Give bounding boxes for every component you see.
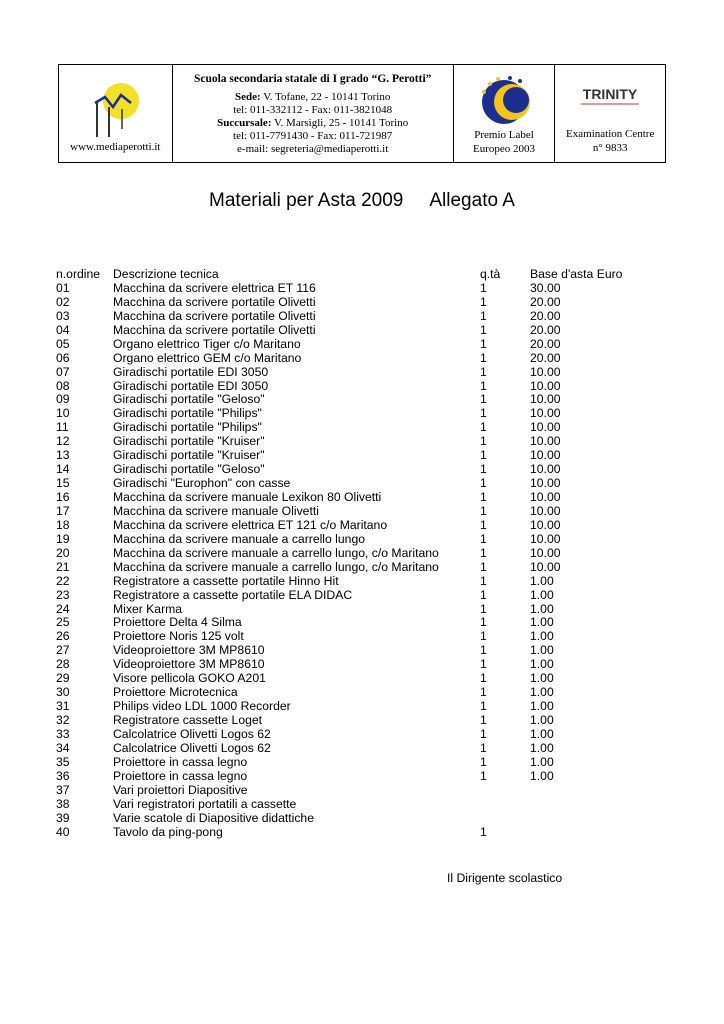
table-row xyxy=(56,589,676,603)
item-number: 30 xyxy=(56,685,70,700)
table-row xyxy=(56,533,676,547)
exam-centre-cell xyxy=(555,65,665,162)
item-description: Giradischi portatile "Philips" xyxy=(113,406,262,421)
table-row xyxy=(56,519,676,533)
item-base-price: 10.00 xyxy=(530,490,561,504)
item-number: 33 xyxy=(56,726,70,741)
item-description: Varie scatole di Diapositive didattiche xyxy=(113,810,314,825)
item-number: 29 xyxy=(56,671,70,686)
item-description: Videoproiettore 3M MP8610 xyxy=(113,657,265,672)
item-qty: 1 xyxy=(480,726,487,741)
item-base-price: 10.00 xyxy=(530,406,561,421)
item-base-price: 1.00 xyxy=(530,713,554,727)
item-number: 21 xyxy=(56,559,70,574)
item-number: 06 xyxy=(56,350,70,365)
item-base-price: 1.00 xyxy=(530,601,554,616)
item-number: 04 xyxy=(56,322,70,337)
item-qty: 1 xyxy=(480,615,487,630)
item-description: Macchina da scrivere manuale a carrello lungo, c/o Maritano xyxy=(113,559,439,574)
item-description: Giradischi portatile "Kruiser" xyxy=(113,434,265,449)
item-qty: 1 xyxy=(480,434,487,449)
table-row xyxy=(56,603,676,617)
table-row xyxy=(56,407,676,421)
item-description: Macchina da scrivere manuale Olivetti xyxy=(113,503,319,518)
item-qty: 1 xyxy=(480,768,487,783)
item-description: Proiettore in cassa legno xyxy=(113,754,248,769)
item-number: 32 xyxy=(56,713,70,727)
item-qty: 1 xyxy=(480,573,487,588)
european-label-icon xyxy=(472,74,536,131)
item-base-price: 1.00 xyxy=(530,573,554,588)
item-description: Proiettore Delta 4 Silma xyxy=(113,615,242,630)
item-qty: 1 xyxy=(480,517,487,532)
table-row xyxy=(56,644,676,658)
table-row xyxy=(56,700,676,714)
label-award-cell xyxy=(454,65,556,162)
table-row xyxy=(56,282,676,296)
item-base-price: 10.00 xyxy=(530,420,561,435)
item-number: 35 xyxy=(56,754,70,769)
item-description: Proiettore Microtecnica xyxy=(113,685,238,700)
item-description: Proiettore Noris 125 volt xyxy=(113,629,244,644)
table-row xyxy=(56,784,676,798)
exam-caption xyxy=(555,127,665,155)
item-qty: 1 xyxy=(480,643,487,658)
item-description: Vari proiettori Diapositive xyxy=(113,782,248,797)
table-row xyxy=(56,575,676,589)
item-base-price: 10.00 xyxy=(530,531,561,546)
signature-label: Il Dirigente scolastico xyxy=(447,871,563,885)
item-number: 14 xyxy=(56,462,70,477)
header-description: Descrizione tecnica xyxy=(113,267,219,281)
item-description: Registratore a cassette portatile ELA DIDAC xyxy=(113,587,353,602)
item-qty: 1 xyxy=(480,531,487,546)
item-base-price: 20.00 xyxy=(530,350,561,365)
item-description: Macchina da scrivere portatile Olivetti xyxy=(113,308,316,323)
item-number: 34 xyxy=(56,740,70,755)
item-qty: 1 xyxy=(480,280,487,295)
item-number: 25 xyxy=(56,615,70,630)
item-description: Macchina da scrivere manuale a carrello lungo xyxy=(113,531,366,546)
item-description: Macchina da scrivere portatile Olivetti xyxy=(113,322,316,337)
item-number: 19 xyxy=(56,531,70,546)
item-number: 31 xyxy=(56,699,70,714)
table-row xyxy=(56,812,676,826)
letterhead xyxy=(58,64,666,163)
item-description: Organo elettrico Tiger c/o Maritano xyxy=(113,336,301,351)
item-qty: 1 xyxy=(480,490,487,504)
item-number: 03 xyxy=(56,308,70,323)
label-caption xyxy=(454,128,555,156)
trinity-logo-text: TRINITY xyxy=(583,86,638,102)
trinity-logo xyxy=(571,85,649,116)
school-name xyxy=(173,73,453,85)
item-number: 38 xyxy=(56,796,70,811)
item-number: 05 xyxy=(56,336,70,351)
table-row xyxy=(56,505,676,519)
item-qty: 1 xyxy=(480,336,487,351)
item-base-price: 1.00 xyxy=(530,699,554,714)
item-qty: 1 xyxy=(480,350,487,365)
school-title: “G. Perotti” xyxy=(371,73,432,85)
table-row xyxy=(56,826,676,840)
table-row xyxy=(56,380,676,394)
item-base-price: 10.00 xyxy=(530,545,561,560)
item-number: 26 xyxy=(56,629,70,644)
table-row xyxy=(56,310,676,324)
table-row xyxy=(56,393,676,407)
item-description: Visore pellicola GOKO A201 xyxy=(113,671,266,686)
title-annex: Allegato A xyxy=(429,190,515,211)
item-qty: 1 xyxy=(480,364,487,379)
item-description: Macchina da scrivere portatile Olivetti xyxy=(113,294,316,309)
item-base-price: 1.00 xyxy=(530,671,554,686)
item-base-price: 20.00 xyxy=(530,308,561,323)
item-description: Registratore a cassette portatile Hinno Hit xyxy=(113,573,339,588)
table-row xyxy=(56,658,676,672)
item-base-price: 1.00 xyxy=(530,685,554,700)
item-description: Giradischi portatile EDI 3050 xyxy=(113,364,269,379)
item-description: Giradischi portatile "Kruiser" xyxy=(113,448,265,463)
table-row xyxy=(56,561,676,575)
item-description: Videoproiettore 3M MP8610 xyxy=(113,643,265,658)
item-qty: 1 xyxy=(480,378,487,393)
item-number: 13 xyxy=(56,448,70,463)
item-base-price: 20.00 xyxy=(530,322,561,337)
item-qty: 1 xyxy=(480,476,487,491)
header-base: Base d'asta Euro xyxy=(530,267,623,281)
sede-tel: tel: 011-332112 - Fax: 011-3821048 xyxy=(233,104,393,116)
item-base-price: 1.00 xyxy=(530,615,554,630)
item-base-price: 20.00 xyxy=(530,294,561,309)
item-base-price: 10.00 xyxy=(530,392,561,407)
table-row xyxy=(56,324,676,338)
item-description: Giradischi portatile "Philips" xyxy=(113,420,262,435)
item-number: 37 xyxy=(56,782,70,797)
title-main: Materiali per Asta 2009 xyxy=(209,190,404,211)
label-line-2: Europeo 2003 xyxy=(473,143,536,155)
succursale-line xyxy=(173,117,453,130)
table-row xyxy=(56,798,676,812)
item-number: 01 xyxy=(56,280,70,295)
table-row xyxy=(56,616,676,630)
item-number: 22 xyxy=(56,573,70,588)
item-qty: 1 xyxy=(480,308,487,323)
table-row xyxy=(56,421,676,435)
item-qty: 1 xyxy=(480,671,487,686)
item-description: Calcolatrice Olivetti Logos 62 xyxy=(113,740,271,755)
label-line-1: Premio Label xyxy=(474,129,534,141)
item-qty: 1 xyxy=(480,294,487,309)
page-title xyxy=(0,190,724,212)
item-number: 10 xyxy=(56,406,70,421)
item-qty: 1 xyxy=(480,685,487,700)
item-qty: 1 xyxy=(480,699,487,714)
item-base-price: 10.00 xyxy=(530,364,561,379)
item-number: 07 xyxy=(56,364,70,379)
school-prefix: Scuola secondaria statale di I grado xyxy=(193,73,372,85)
item-base-price: 10.00 xyxy=(530,559,561,574)
item-base-price: 1.00 xyxy=(530,587,554,602)
item-description: Giradischi portatile "Geloso" xyxy=(113,392,265,407)
item-number: 17 xyxy=(56,503,70,518)
item-number: 18 xyxy=(56,517,70,532)
header-number: n.ordine xyxy=(56,267,101,281)
succursale-address: V. Marsigli, 25 - 10141 Torino xyxy=(271,117,409,129)
table-row xyxy=(56,714,676,728)
website-link[interactable]: www.mediaperotti.it xyxy=(70,141,161,153)
table-row xyxy=(56,449,676,463)
item-qty: 1 xyxy=(480,629,487,644)
item-base-price: 10.00 xyxy=(530,448,561,463)
item-number: 39 xyxy=(56,810,70,825)
item-description: Vari registratori portatili a cassette xyxy=(113,796,297,811)
table-body xyxy=(56,282,676,840)
item-description: Giradischi portatile EDI 3050 xyxy=(113,378,269,393)
items-table xyxy=(56,268,676,839)
table-row xyxy=(56,686,676,700)
item-description: Macchina da scrivere elettrica ET 116 xyxy=(113,280,316,295)
succursale-tel: tel: 011-7791430 - Fax: 011-721987 xyxy=(233,130,393,142)
item-base-price: 1.00 xyxy=(530,726,554,741)
item-description: Proiettore in cassa legno xyxy=(113,768,248,783)
item-base-price: 1.00 xyxy=(530,657,554,672)
item-qty: 1 xyxy=(480,420,487,435)
table-row xyxy=(56,491,676,505)
item-base-price: 1.00 xyxy=(530,768,554,783)
table-row xyxy=(56,463,676,477)
item-base-price: 1.00 xyxy=(530,643,554,658)
table-row xyxy=(56,770,676,784)
table-row xyxy=(56,296,676,310)
item-number: 36 xyxy=(56,768,70,783)
item-number: 24 xyxy=(56,601,70,616)
table-row xyxy=(56,435,676,449)
item-number: 16 xyxy=(56,490,70,504)
item-qty: 1 xyxy=(480,462,487,477)
email-line: e-mail: segreteria@mediaperotti.it xyxy=(237,143,389,155)
item-description: Registratore cassette Loget xyxy=(113,713,263,727)
item-base-price: 1.00 xyxy=(530,629,554,644)
table-row xyxy=(56,366,676,380)
item-qty: 1 xyxy=(480,545,487,560)
item-base-price: 10.00 xyxy=(530,434,561,449)
item-description: Macchina da scrivere manuale a carrello lungo, c/o Maritano xyxy=(113,545,439,560)
school-logo-cell xyxy=(59,65,173,162)
table-row xyxy=(56,672,676,686)
table-row xyxy=(56,547,676,561)
exam-line-1: Examination Centre xyxy=(566,128,655,140)
table-header-row xyxy=(56,268,676,282)
item-number: 15 xyxy=(56,476,70,491)
item-qty: 1 xyxy=(480,559,487,574)
sede-line xyxy=(173,91,453,104)
item-number: 12 xyxy=(56,434,70,449)
item-number: 23 xyxy=(56,587,70,602)
item-number: 40 xyxy=(56,824,70,839)
item-qty: 1 xyxy=(480,448,487,463)
sede-label: Sede: xyxy=(235,91,261,103)
item-base-price: 1.00 xyxy=(530,740,554,755)
header-qty: q.tà xyxy=(480,267,501,281)
item-description: Mixer Karma xyxy=(113,601,183,616)
item-base-price: 20.00 xyxy=(530,336,561,351)
item-qty: 1 xyxy=(480,754,487,769)
item-number: 20 xyxy=(56,545,70,560)
item-base-price: 30.00 xyxy=(530,280,561,295)
table-row xyxy=(56,728,676,742)
item-description: Giradischi "Europhon" con casse xyxy=(113,476,291,491)
item-base-price: 10.00 xyxy=(530,378,561,393)
item-number: 28 xyxy=(56,657,70,672)
item-qty: 1 xyxy=(480,587,487,602)
item-base-price: 10.00 xyxy=(530,503,561,518)
exam-line-2: n° 9833 xyxy=(592,142,628,154)
succursale-label: Succursale: xyxy=(217,117,272,129)
item-number: 09 xyxy=(56,392,70,407)
table-row xyxy=(56,477,676,491)
item-description: Philips video LDL 1000 Recorder xyxy=(113,699,291,714)
item-number: 11 xyxy=(56,420,69,435)
item-qty: 1 xyxy=(480,322,487,337)
table-row xyxy=(56,630,676,644)
item-description: Macchina da scrivere manuale Lexikon 80 Olivetti xyxy=(113,490,382,504)
item-qty: 1 xyxy=(480,601,487,616)
item-description: Organo elettrico GEM c/o Maritano xyxy=(113,350,302,365)
item-qty: 1 xyxy=(480,406,487,421)
item-description: Tavolo da ping-pong xyxy=(113,824,223,839)
item-qty: 1 xyxy=(480,740,487,755)
table-row xyxy=(56,742,676,756)
item-number: 02 xyxy=(56,294,70,309)
item-base-price: 10.00 xyxy=(530,476,561,491)
table-row xyxy=(56,338,676,352)
item-description: Giradischi portatile "Geloso" xyxy=(113,462,265,477)
item-qty: 1 xyxy=(480,657,487,672)
item-description: Calcolatrice Olivetti Logos 62 xyxy=(113,726,271,741)
item-base-price: 10.00 xyxy=(530,462,561,477)
sede-address: V. Tofane, 22 - 10141 Torino xyxy=(260,91,391,103)
item-qty: 1 xyxy=(480,392,487,407)
item-qty: 1 xyxy=(480,713,487,727)
item-base-price: 10.00 xyxy=(530,517,561,532)
table-row xyxy=(56,756,676,770)
item-number: 27 xyxy=(56,643,70,658)
item-base-price: 1.00 xyxy=(530,754,554,769)
school-info-cell xyxy=(173,65,454,162)
item-number: 08 xyxy=(56,378,70,393)
school-logo-icon xyxy=(91,79,143,144)
table-row xyxy=(56,352,676,366)
item-qty: 1 xyxy=(480,503,487,518)
item-qty: 1 xyxy=(480,824,487,839)
item-description: Macchina da scrivere elettrica ET 121 c/o Maritano xyxy=(113,517,388,532)
